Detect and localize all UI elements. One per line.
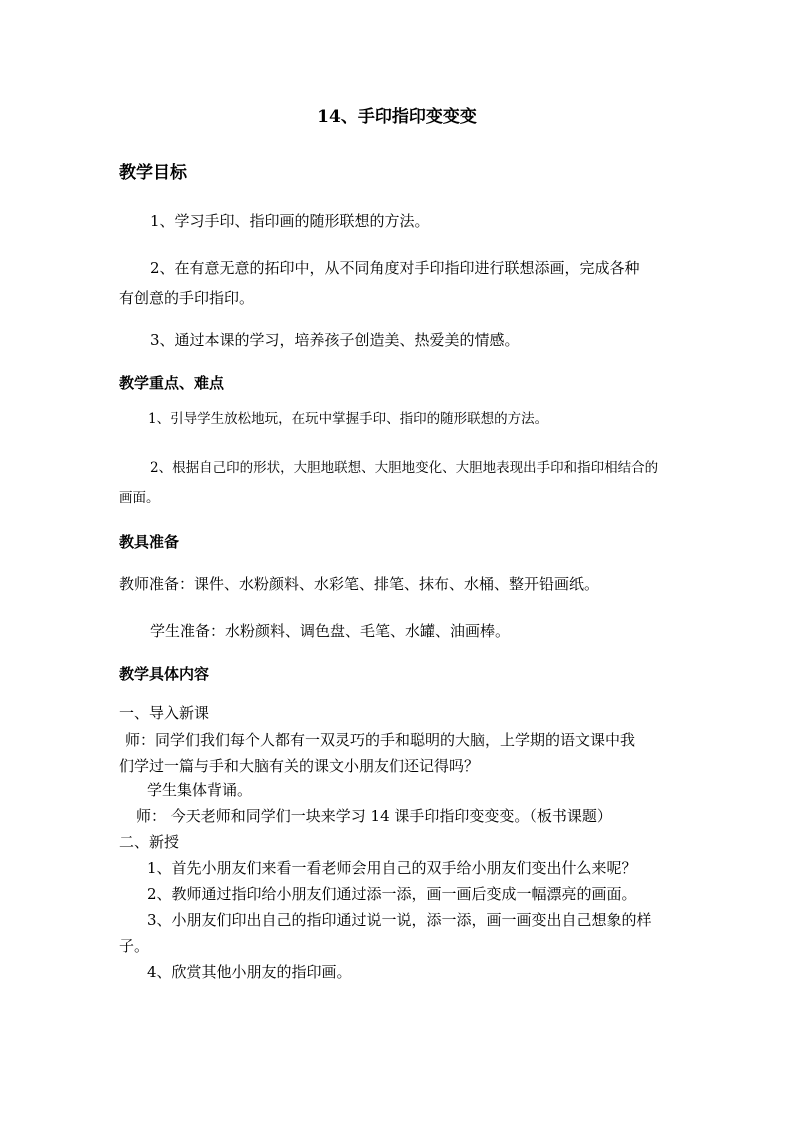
section-1-line-2: 们学过一篇与手和大脑有关的课文小朋友们还记得吗？ xyxy=(119,757,480,775)
materials-heading: 教具准备 xyxy=(119,533,180,551)
document-title: 14、手印指印变变变 xyxy=(317,107,477,127)
teacher-materials: 教师准备：课件、水粉颜料、水彩笔、排笔、抹布、水桶、整开铅画纸。 xyxy=(119,575,600,593)
section-1-line-1: 师：同学们我们每个人都有一双灵巧的手和聪明的大脑，上学期的语文课中我 xyxy=(125,731,636,749)
objectives-heading: 教学目标 xyxy=(119,163,187,183)
content-heading: 教学具体内容 xyxy=(119,665,210,683)
key-points-heading: 教学重点、难点 xyxy=(119,374,225,392)
objective-item-2-line-2: 有创意的手印指印。 xyxy=(119,289,255,307)
section-2-heading: 二、新授 xyxy=(119,833,180,851)
section-1-line-3: 学生集体背诵。 xyxy=(147,781,253,799)
section-2-item-3-line-2: 子。 xyxy=(119,937,150,955)
key-point-item-2-line-1: 2、根据自己印的形状，大胆地联想、大胆地变化、大胆地表现出手印和指印相结合的 xyxy=(150,460,659,476)
key-point-item-2-line-2: 画面。 xyxy=(119,490,160,506)
objective-item-1: 1、学习手印、指印画的随形联想的方法。 xyxy=(150,212,430,230)
section-2-item-2: 2、教师通过指印给小朋友们通过添一添，画一画后变成一幅漂亮的画面。 xyxy=(147,885,637,903)
section-2-item-4: 4、欣赏其他小朋友的指印画。 xyxy=(147,963,352,981)
objective-item-3: 3、通过本课的学习，培养孩子创造美、热爱美的情感。 xyxy=(150,331,520,349)
student-materials: 学生准备：水粉颜料、调色盘、毛笔、水罐、油画棒。 xyxy=(150,622,511,640)
key-point-item-1: 1、引导学生放松地玩，在玩中掌握手印、指印的随形联想的方法。 xyxy=(148,411,549,427)
section-1-line-4: 师： 今天老师和同学们一块来学习 14 课手印指印变变变。（板书课题） xyxy=(136,807,612,825)
section-1-heading: 一、导入新课 xyxy=(119,704,210,722)
section-2-item-1: 1、首先小朋友们来看一看老师会用自己的双手给小朋友们变出什么来呢？ xyxy=(147,859,637,877)
objective-item-2-line-1: 2、在有意无意的拓印中，从不同角度对手印指印进行联想添画，完成各种 xyxy=(150,259,640,277)
section-2-item-3-line-1: 3、小朋友们印出自己的指印通过说一说，添一添，画一画变出自己想象的样 xyxy=(147,911,652,929)
